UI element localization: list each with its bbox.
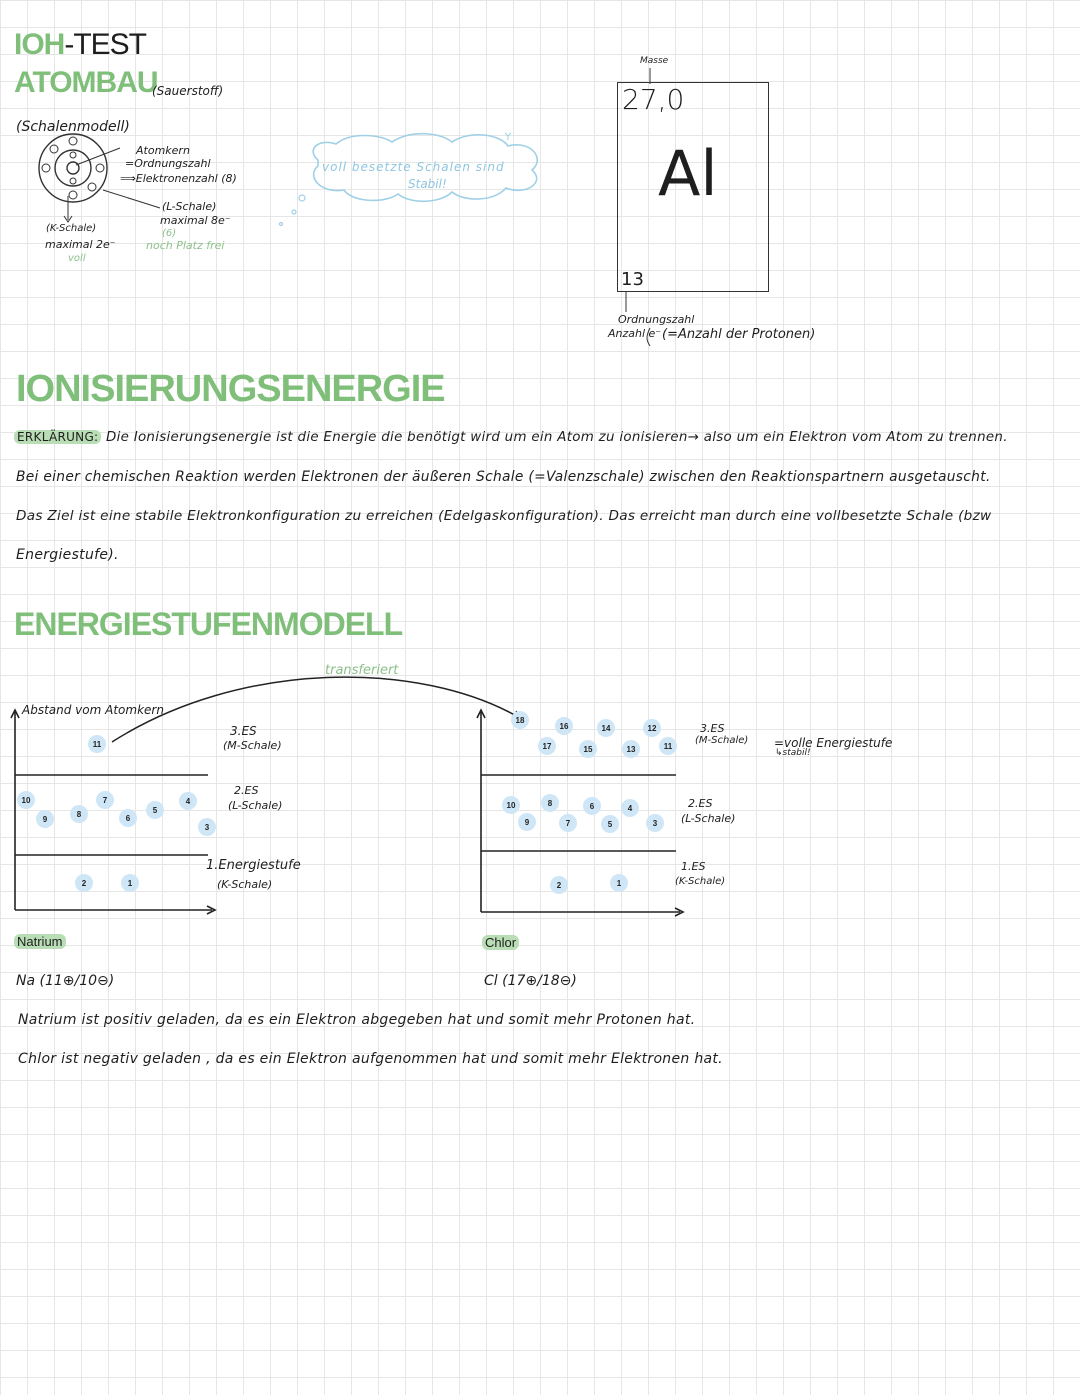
- element-number: 13: [621, 269, 644, 290]
- anzahl-label: Anzahl e⁻: [608, 327, 662, 340]
- section-atombau: ATOMBAU: [14, 66, 158, 99]
- erklaerung-label: ERKLÄRUNG:: [14, 430, 101, 444]
- energiestufen-heading: ENERGIESTUFENMODELL: [14, 606, 403, 642]
- ann-kschale: (K-Schale): [46, 223, 97, 234]
- cl-electron-label: 8: [547, 799, 553, 808]
- cloud-text-2: Stabil!: [408, 177, 447, 191]
- cl-es1-sub: (K-Schale): [675, 876, 726, 887]
- cl-es1: 1.ES: [681, 860, 706, 873]
- na-electron-label: 8: [76, 810, 82, 819]
- cl-electron-label: 11: [663, 742, 673, 751]
- na-electron-label: 6: [125, 814, 131, 823]
- natrium-label-text: Natrium: [14, 934, 66, 949]
- element-mass: 27,0: [622, 83, 685, 116]
- cl-electron-label: 3: [652, 819, 658, 828]
- ann-lmax: maximal 8e⁻: [160, 214, 231, 227]
- atombau-note: (Sauerstoff): [152, 84, 224, 98]
- cl-electron-label: 16: [559, 722, 569, 731]
- cl-es3-note-2: ↳stabil!: [775, 748, 811, 758]
- chlor-formula: Cl (17⊕/18⊖): [484, 973, 577, 989]
- na-es2: 2.ES: [234, 784, 259, 797]
- transfer-arrow: [112, 677, 520, 742]
- ionisierung-line-2: Bei einer chemischen Reaktion werden Elektronen der äußeren Schale (=Valenzschale) zwischen den Reaktionspartnern ausgetauscht.: [16, 469, 991, 485]
- cl-electron-label: 2: [556, 881, 562, 890]
- ionisierung-line-1-text: Die Ionisierungsenergie ist die Energie die benötigt wird um ein Atom zu ionisieren→ also um ein Elektron vom Atom zu trennen.: [105, 430, 1008, 445]
- axis-label: Abstand vom Atomkern: [22, 703, 164, 717]
- cl-es3-sub: (M-Schale): [695, 735, 749, 746]
- ann-l6: (6): [162, 228, 177, 239]
- ionisierung-heading: IONISIERUNGSENERGIE: [16, 368, 445, 410]
- cl-es3-note-1: =volle Energiestufe: [774, 736, 893, 750]
- chlor-sentence: Chlor ist negativ geladen , da es ein Elektron aufgenommen hat und somit mehr Elektronen hat.: [18, 1051, 723, 1067]
- na-es2-sub: (L-Schale): [228, 799, 283, 812]
- na-electron-label: 11: [92, 740, 102, 749]
- na-electron-label: 9: [42, 815, 48, 824]
- na-es3: 3.ES: [230, 724, 257, 738]
- na-electron-label: 3: [204, 823, 210, 832]
- masse-label: Masse: [640, 56, 669, 66]
- transfer-label: transferiert: [325, 663, 399, 678]
- cl-electrons: [502, 711, 677, 894]
- cl-electron-label: 5: [607, 820, 613, 829]
- element-symbol: Al: [658, 137, 718, 210]
- cl-electron-label: 15: [583, 745, 593, 754]
- ann-ordnungszahl: =Ordnungszahl: [125, 157, 211, 170]
- cl-electron-label: 9: [524, 818, 530, 827]
- na-electron-label: 5: [152, 806, 158, 815]
- cl-electron-label: 10: [506, 801, 516, 810]
- cl-es2-sub: (L-Schale): [681, 812, 736, 825]
- cl-electron-label: 14: [601, 724, 611, 733]
- na-es1: 1.Energiestufe: [206, 858, 301, 873]
- na-electron-label: 4: [185, 797, 191, 806]
- na-electrons: [17, 735, 216, 892]
- na-electron-label: 2: [81, 879, 87, 888]
- ann-kmax: maximal 2e⁻: [45, 238, 116, 251]
- cl-electron-label: 4: [627, 804, 633, 813]
- ann-atomkern: Atomkern: [136, 144, 190, 157]
- natrium-formula: Na (11⊕/10⊖): [16, 973, 115, 989]
- schalenmodell-label: (Schalenmodell): [16, 119, 130, 135]
- chlor-label: [482, 935, 519, 950]
- ann-kvoll: voll: [68, 253, 86, 264]
- na-electron-label: 10: [21, 796, 31, 805]
- cl-electron-label: 13: [626, 745, 636, 754]
- cloud-text-1: voll besetzte Schalen sind: [322, 160, 505, 174]
- ann-lschale: (L-Schale): [162, 200, 217, 213]
- cl-electron-label: 1: [616, 879, 622, 888]
- title-prefix: IOH: [14, 28, 65, 61]
- cl-electron-label: 17: [542, 742, 552, 751]
- ordnungszahl-label: Ordnungszahl: [618, 313, 695, 326]
- protonen-label: (=Anzahl der Protonen): [662, 327, 816, 342]
- na-electron-label: 1: [127, 879, 133, 888]
- na-es1-sub: (K-Schale): [217, 878, 273, 891]
- ionisierung-line-3: Das Ziel ist eine stabile Elektronkonfiguration zu erreichen (Edelgaskonfiguration). Das erreicht man durch eine vollbesetzte Schale (bzw: [16, 508, 992, 524]
- na-electron-label: 7: [102, 796, 108, 805]
- na-es3-sub: (M-Schale): [223, 739, 282, 752]
- cl-es3: 3.ES: [700, 722, 725, 735]
- cl-es2: 2.ES: [688, 797, 713, 810]
- title-suffix: -TEST: [64, 28, 147, 61]
- ann-lfree: noch Platz frei: [146, 239, 225, 252]
- cl-electron-label: 12: [647, 724, 657, 733]
- natrium-sentence: Natrium ist positiv geladen, da es ein Elektron abgegeben hat und somit mehr Protonen hat.: [18, 1012, 696, 1028]
- cl-electron-label: 7: [565, 819, 571, 828]
- cl-electron-label: 6: [589, 802, 595, 811]
- ann-elektronenzahl: ⟹Elektronenzahl (8): [120, 172, 237, 185]
- chlor-label-text: Chlor: [482, 935, 519, 950]
- cl-electron-label: 18: [515, 716, 525, 725]
- ionisierung-line-4: Energiestufe).: [16, 547, 119, 563]
- natrium-label: [14, 934, 66, 949]
